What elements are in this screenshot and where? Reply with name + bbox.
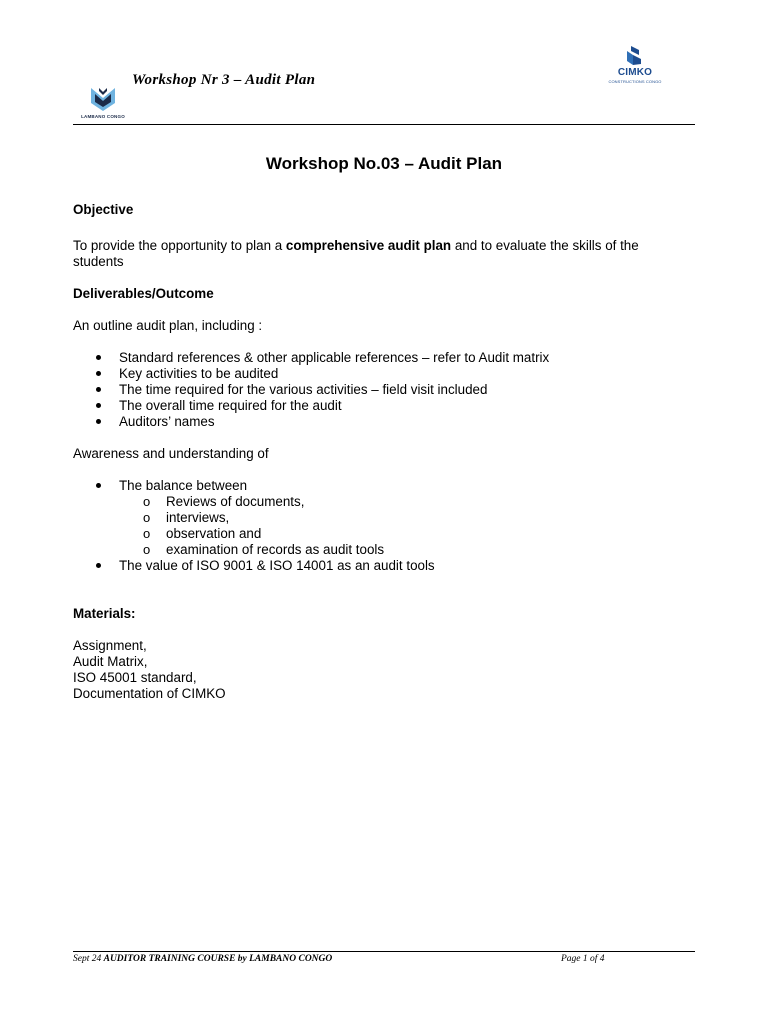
bullet-icon — [96, 563, 101, 568]
materials-line: Assignment, — [73, 638, 147, 653]
list-item — [73, 366, 693, 382]
materials-heading: Materials: — [73, 606, 136, 621]
objective-text-end: and to evaluate the skills of the students — [73, 238, 639, 269]
list-item-text: The overall time required for the audit — [119, 398, 342, 413]
footer-course-title: AUDITOR TRAINING COURSE by LAMBANO CONGO — [103, 954, 333, 964]
sub-list-item-text: examination of records as audit tools — [166, 542, 385, 557]
sub-list-item — [119, 510, 693, 526]
deliverables-intro: An outline audit plan, including : — [73, 318, 263, 333]
cimko-logo — [608, 45, 662, 87]
document-title: Workshop No.03 – Audit Plan — [265, 154, 503, 173]
list-item-text: The value of ISO 9001 & ISO 14001 as an audit tools — [119, 558, 435, 573]
bullet-icon — [96, 387, 101, 392]
list-item — [73, 398, 693, 414]
bullet-icon — [96, 371, 101, 376]
awareness-list — [73, 478, 693, 574]
footer-page-number: Page 1 of 4 — [561, 954, 605, 964]
sub-bullet-icon: o — [143, 510, 151, 525]
awareness-sublist — [119, 494, 693, 558]
sub-bullet-icon: o — [143, 526, 151, 541]
materials-line: Audit Matrix, — [73, 654, 148, 669]
deliverables-heading: Deliverables/Outcome — [73, 286, 214, 301]
sub-list-item — [119, 494, 693, 510]
sub-bullet-icon: o — [143, 494, 151, 509]
list-item-text: Standard references & other applicable references – refer to Audit matrix — [119, 350, 550, 365]
list-item — [73, 350, 693, 366]
header-rule — [73, 124, 695, 125]
list-item-text: The time required for the various activities – field visit included — [119, 382, 488, 397]
footer-course-info — [73, 954, 332, 964]
lambano-shield-icon — [89, 86, 117, 113]
footer-date: Sept 24 — [73, 954, 104, 964]
materials-line: ISO 45001 standard, — [73, 670, 197, 685]
sub-list-item — [119, 526, 693, 542]
list-item-text: Key activities to be audited — [119, 366, 279, 381]
bullet-icon — [96, 483, 101, 488]
list-item — [73, 414, 693, 430]
objective-text-bold: comprehensive audit plan — [285, 238, 452, 253]
logo-left-text: LAMBANO CONGO — [81, 114, 125, 119]
logo-right-subtext: CONSTRUCTIONS CONGO — [608, 79, 662, 84]
sub-list-item — [119, 542, 693, 558]
footer-rule — [73, 951, 695, 952]
list-item — [73, 558, 693, 574]
objective-paragraph — [73, 238, 693, 270]
deliverables-list — [73, 350, 693, 430]
logo-right-text: CIMKO — [617, 67, 653, 78]
list-item-text: Auditors’ names — [119, 414, 215, 429]
materials-list — [73, 638, 693, 702]
header-title: Workshop Nr 3 – Audit Plan — [132, 72, 316, 88]
document-body — [73, 202, 693, 702]
cimko-cube-icon — [623, 45, 647, 67]
sub-bullet-icon: o — [143, 542, 151, 557]
list-item — [73, 478, 693, 558]
bullet-icon — [96, 419, 101, 424]
lambano-congo-logo — [78, 86, 128, 124]
list-item — [73, 382, 693, 398]
materials-line: Documentation of CIMKO — [73, 686, 226, 701]
sub-list-item-text: Reviews of documents, — [166, 494, 305, 509]
bullet-icon — [96, 355, 101, 360]
sub-list-item-text: observation and — [166, 526, 262, 541]
awareness-intro: Awareness and understanding of — [73, 446, 269, 461]
bullet-icon — [96, 403, 101, 408]
objective-text-start: To provide the opportunity to plan a — [73, 238, 286, 253]
objective-heading: Objective — [73, 202, 134, 217]
list-item-text: The balance between — [119, 478, 248, 493]
sub-list-item-text: interviews, — [166, 510, 230, 525]
